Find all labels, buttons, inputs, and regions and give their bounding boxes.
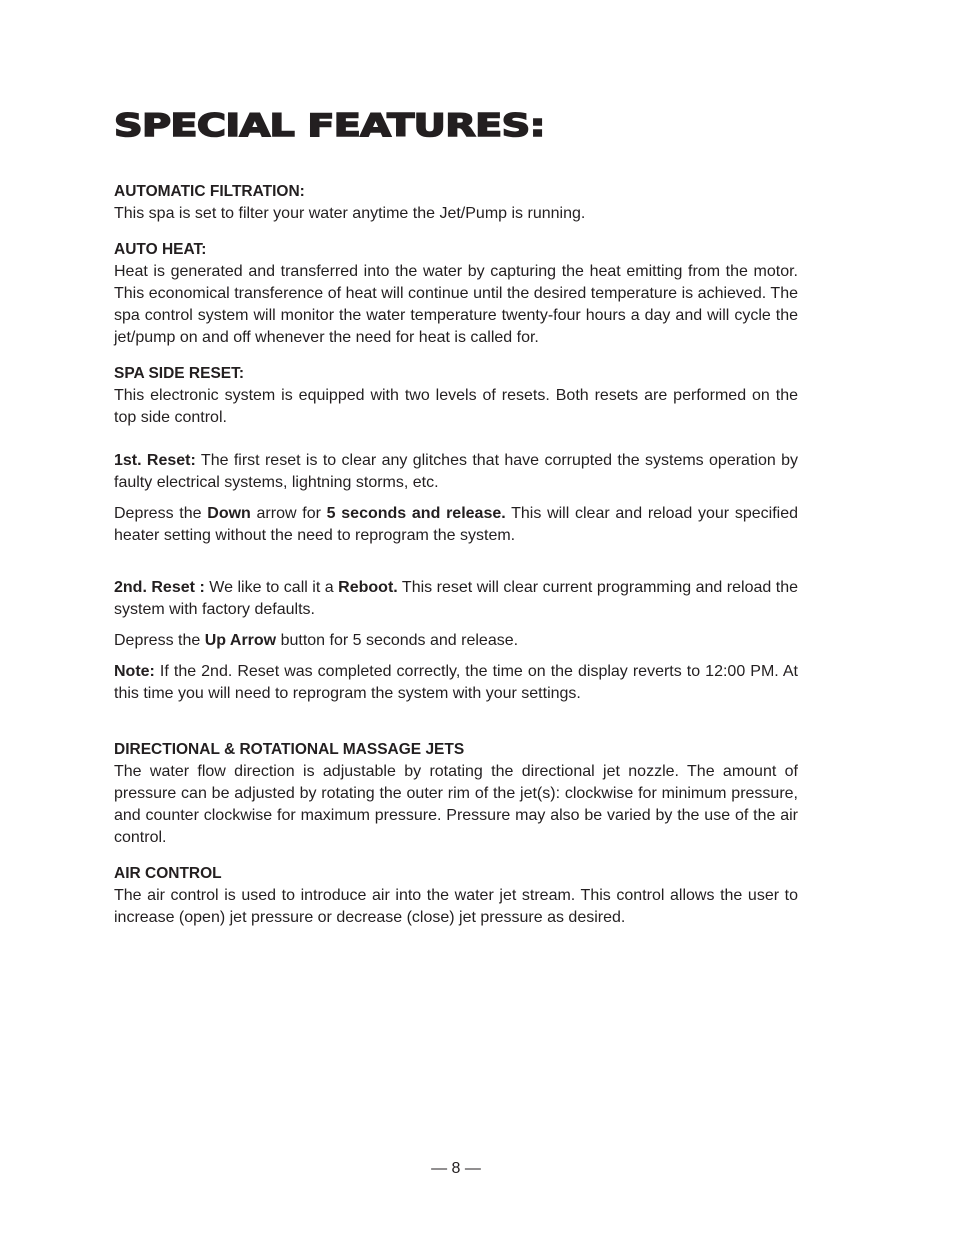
instruction-text: Depress the <box>114 505 208 522</box>
instruction-text: button for 5 seconds and release. <box>276 632 519 649</box>
note-paragraph <box>114 661 798 705</box>
duration-label: 5 seconds and release. <box>326 505 506 522</box>
section-paragraph: Heat is generated and transferred into the water by capturing the heat emitting from the motor. This economical transference of heat will continue until the desired temperature is achieved. The spa control system will monitor the water temperature twenty-four hours a day and will cycle the jet/pump on and off whenever the need for heat is called for. <box>114 263 798 346</box>
first-reset-paragraph <box>114 450 798 494</box>
down-arrow-label: Down <box>207 505 251 522</box>
first-reset-label: 1st. Reset: <box>114 452 196 469</box>
reboot-label: Reboot. <box>338 579 398 596</box>
instruction-text: arrow for <box>250 505 327 522</box>
section-automatic-filtration <box>114 181 798 225</box>
instruction-text: This will clear and reload your specified heater setting without the need to reprogram the system. <box>114 505 799 544</box>
document-body <box>114 181 798 929</box>
section-heading: AIR CONTROL <box>114 865 222 882</box>
section-paragraph: This electronic system is equipped with two levels of resets. Both resets are performed on the top side control. <box>114 387 798 426</box>
note-label: Note: <box>114 663 155 680</box>
section-spa-side-reset <box>114 363 798 705</box>
section-paragraph: This spa is set to filter your water anytime the Jet/Pump is running. <box>114 205 586 222</box>
up-arrow-label: Up Arrow <box>204 632 277 649</box>
second-reset-paragraph <box>114 577 798 621</box>
page-title: SPECIAL FEATURES: <box>114 108 545 144</box>
section-heading: SPA SIDE RESET: <box>114 365 245 382</box>
instruction-text: Depress the <box>114 632 205 649</box>
first-reset-instruction <box>114 503 798 547</box>
section-paragraph: The water flow direction is adjustable by rotating the directional jet nozzle. The amount of pressure can be adjusted by rotating the outer rim of the jet(s): clockwise for minimum pressure, and counter clockwise for maximum pressure. Pressure may also be varied by the use of the air control. <box>114 763 798 846</box>
first-reset-text: The first reset is to clear any glitches that have corrupted the systems operation by faulty electrical systems, lightning storms, etc. <box>114 452 799 491</box>
second-reset-text: This reset will clear current programming and reload the system with factory defaults. <box>114 579 798 618</box>
section-heading: DIRECTIONAL & ROTATIONAL MASSAGE JETS <box>114 741 465 758</box>
section-heading: AUTO HEAT: <box>114 241 207 258</box>
second-reset-text: We like to call it a <box>204 579 339 596</box>
note-text: If the 2nd. Reset was completed correctly, the time on the display reverts to 12:00 PM. At this time you will need to reprogram the system with your settings. <box>114 663 798 702</box>
section-heading: AUTOMATIC FILTRATION: <box>114 183 305 200</box>
section-air-control <box>114 863 798 929</box>
section-massage-jets <box>114 739 798 849</box>
page-number: — 8 — <box>431 1160 481 1177</box>
second-reset-instruction <box>114 630 798 652</box>
section-paragraph: The air control is used to introduce air into the water jet stream. This control allows the user to increase (open) jet pressure or decrease (close) jet pressure as desired. <box>114 887 798 926</box>
section-auto-heat <box>114 239 798 349</box>
second-reset-label: 2nd. Reset : <box>114 579 205 596</box>
